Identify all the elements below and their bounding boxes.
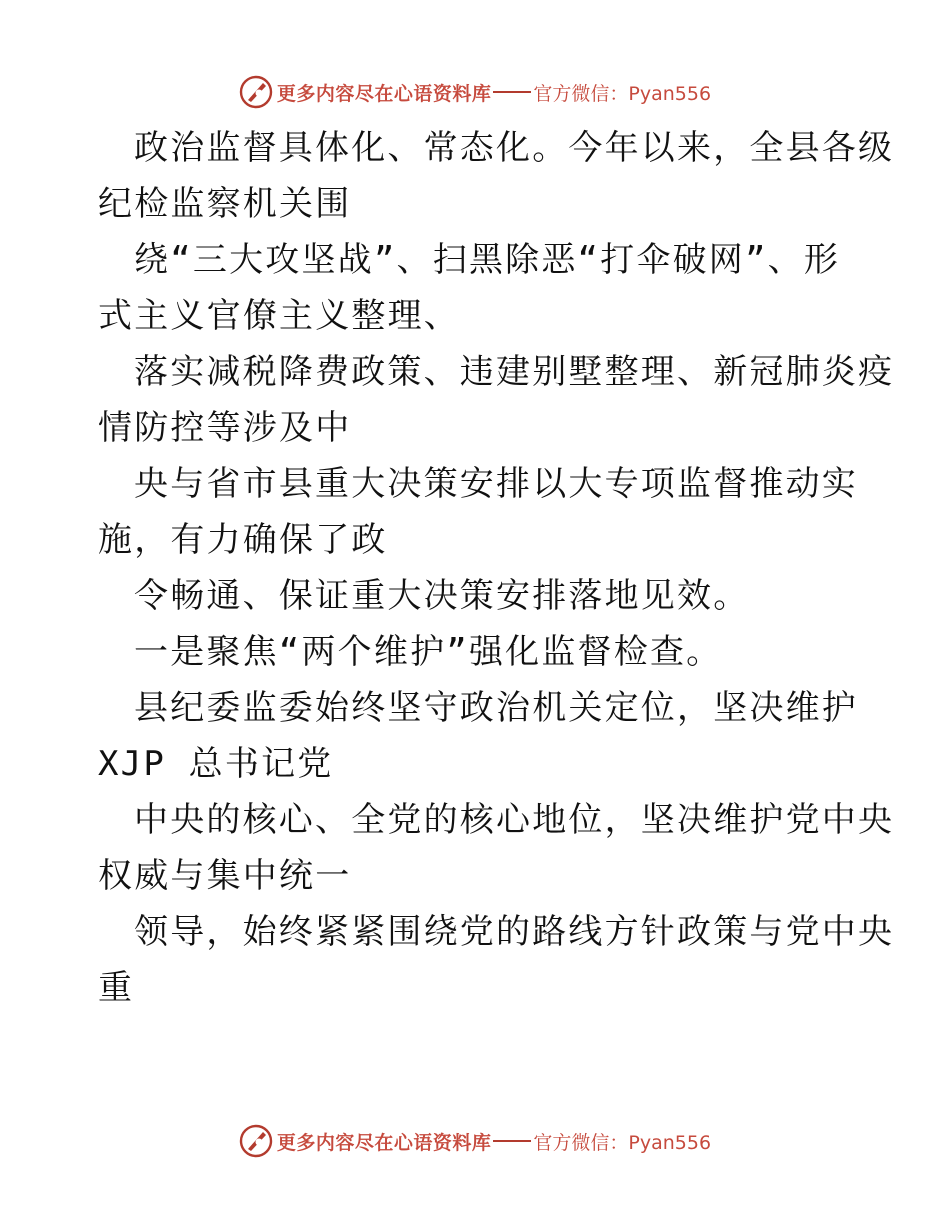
banner-divider (493, 91, 531, 93)
text-line: 情防控等涉及中 (98, 408, 352, 448)
text-line: 县纪委监委始终坚守政治机关定位，坚决维护 (134, 688, 858, 728)
text-line: XJP 总书记党 (98, 744, 334, 784)
banner-official-text: 官方微信：Pyan556 (533, 1131, 712, 1154)
text-line: 绕“三大攻坚战”、扫黑除恶“打伞破网”、形 (134, 240, 841, 280)
text-line: 施，有力确保了政 (98, 520, 388, 560)
banner-official-text: 官方微信：Pyan556 (533, 82, 712, 105)
quill-logo-icon (239, 75, 273, 109)
header-banner (0, 72, 950, 112)
text-line: 令畅通、保证重大决策安排落地见效。 (134, 576, 750, 616)
text-line: 一是聚焦“两个维护”强化监督检查。 (134, 632, 723, 672)
text-line: 央与省市县重大决策安排以大专项监督推动实 (134, 464, 858, 504)
text-line: 权威与集中统一 (98, 856, 352, 896)
banner-site-text: 更多内容尽在心语资料库 (276, 82, 492, 105)
text-line: 式主义官僚主义整理、 (98, 296, 460, 336)
text-line: 落实减税降费政策、违建别墅整理、新冠肺炎疫 (134, 352, 895, 392)
text-line: 领导，始终紧紧围绕党的路线方针政策与党中央 (134, 912, 895, 952)
text-line: 重 (98, 968, 135, 1008)
banner-site-text: 更多内容尽在心语资料库 (276, 1131, 492, 1154)
text-line: 政治监督具体化、常态化。今年以来，全县各级 (134, 128, 895, 168)
text-line: 纪检监察机关围 (98, 184, 352, 224)
quill-logo-icon (239, 1124, 273, 1158)
banner-divider (493, 1140, 531, 1142)
text-line: 中央的核心、全党的核心地位，坚决维护党中央 (134, 800, 895, 840)
footer-banner (0, 1121, 950, 1161)
